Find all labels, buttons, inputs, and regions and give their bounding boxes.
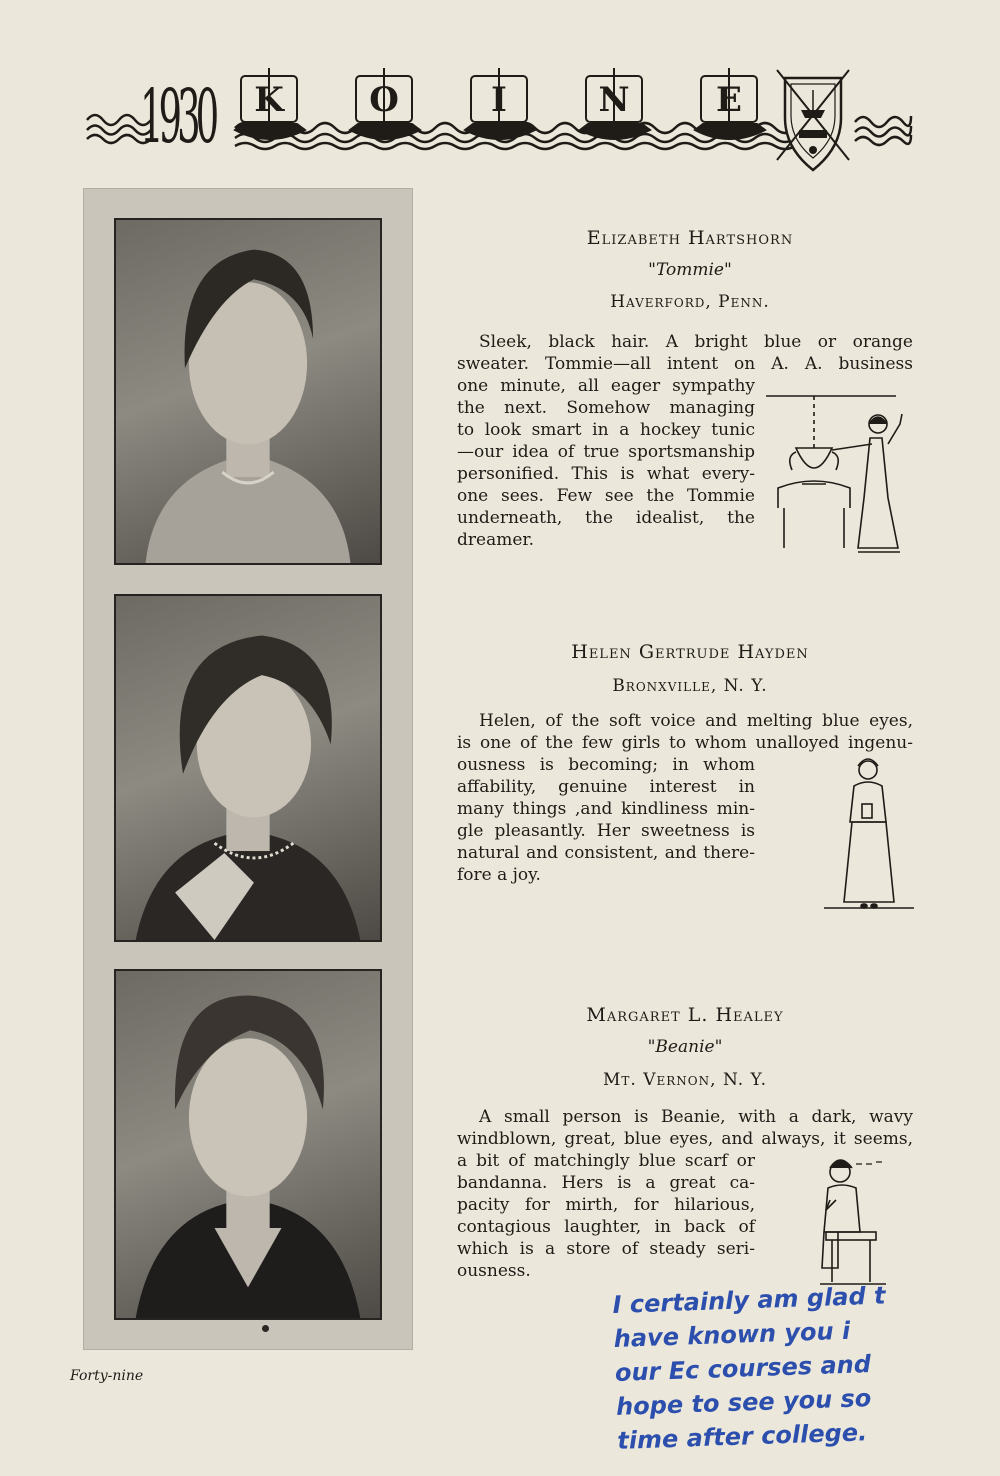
page-number: Forty-nine xyxy=(70,1368,144,1384)
student-name: Helen Gertrude Hayden xyxy=(571,641,809,663)
header-letter-k: K xyxy=(254,80,284,120)
student-bio: Sleek, black hair. A bright blue or orange sweater. Tommie—all intent on A. A. business one minute, all eager sympathy the next. Somehow managing to look smart in a hockey tunic —our idea of true sportsmanship personified. This is what every- one sees. Few see the Tommie underneath, the idealist, the dreamer. xyxy=(457,332,913,550)
student-hometown: Haverford, Penn. xyxy=(610,292,770,312)
student-hometown: Mt. Vernon, N. Y. xyxy=(603,1070,767,1090)
portrait-photo xyxy=(114,218,382,565)
student-bio: A small person is Beanie, with a dark, wavy windblown, great, blue eyes, and always, it seems, a bit of matchingly blue scarf or bandanna. Hers is a great ca- pacity for mirth, for hilarious, contagious laughter, in back of which is a store of steady seri- ousness. xyxy=(457,1107,913,1281)
student-nickname: "Beanie" xyxy=(647,1037,723,1057)
panel-dot xyxy=(262,1325,269,1332)
seated-figure-sketch-icon xyxy=(810,1150,910,1290)
trophy-sketch-icon xyxy=(766,388,916,558)
figure-sketch-icon xyxy=(824,756,916,916)
yearbook-header xyxy=(85,50,915,175)
header-letter-e: E xyxy=(716,80,742,120)
crest-icon xyxy=(777,70,849,170)
portrait-photo xyxy=(114,594,382,942)
student-name: Margaret L. Healey xyxy=(586,1004,784,1026)
student-hometown: Bronxville, N. Y. xyxy=(612,676,768,696)
student-nickname: "Tommie" xyxy=(648,260,732,280)
header-letter-i: I xyxy=(491,80,507,120)
portrait-photo xyxy=(114,969,382,1320)
handwritten-note: I certainly am glad t have known you i our Ec courses and hope to see you so time after college. xyxy=(612,1281,886,1455)
student-name: Elizabeth Hartshorn xyxy=(586,227,794,249)
header-year: 1930 xyxy=(140,74,215,160)
student-bio: Helen, of the soft voice and melting blue eyes, is one of the few girls to whom unalloyed ingenu- ousness is becoming; in whom affability, genuine interest in many things ,and kindliness min- gle pleasantly. Her sweetness is natural and consistent, and there- fore a joy. xyxy=(457,711,913,885)
header-letter-o: O xyxy=(369,80,399,120)
header-letter-n: N xyxy=(598,80,630,120)
